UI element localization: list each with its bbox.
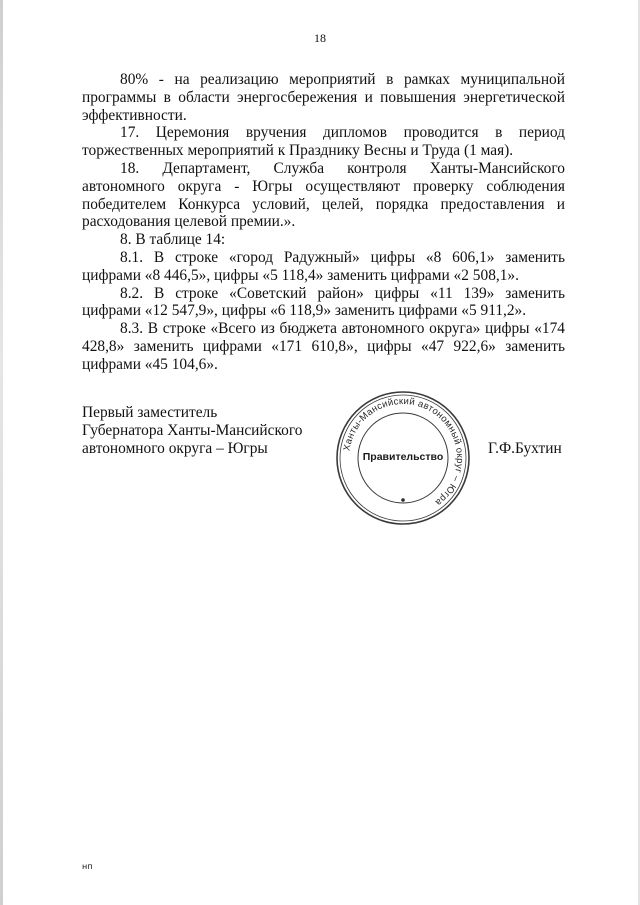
scan-edge-left — [0, 0, 3, 905]
page-number: 18 — [314, 31, 326, 45]
seal-center-label: Правительство — [362, 451, 444, 463]
signatory-title-line: Губернатора Ханты-Мансийского — [82, 421, 303, 439]
paragraph-8-2: 8.2. В строке «Советский район» цифры «11 139» заменить цифрами «12 547,9», цифры «6 118,9» заменить цифрами «5 911,2». — [82, 284, 565, 320]
paragraph-8-3: 8.3. В строке «Всего из бюджета автономного округа» цифры «174 428,8» заменить цифрами «171 610,8», цифры «47 922,6» заменить цифрами «45 104,6». — [82, 320, 565, 373]
signatory-title-line: Первый заместитель — [82, 404, 218, 421]
signatory-title-line: автономного округа – Югры — [82, 439, 268, 457]
paragraph-18-control: 18. Департамент, Служба контроля Ханты-Мансийского автономного округа - Югры осуществляют проверку соблюдения победителем Конкурса условий, целей, порядка предоставления и расходования целевой премии.». — [82, 159, 565, 231]
paragraph-17-ceremony: 17. Церемония вручения дипломов проводится в период торжественных мероприятий к Празднику Весны и Труда (1 мая). — [82, 124, 565, 160]
official-seal — [333, 388, 473, 528]
signatory-name: Г.Ф.Бухтин — [488, 440, 562, 457]
paragraph-8-1: 8.1. В строке «город Радужный» цифры «8 606,1» заменить цифрами «8 446,5», цифры «5 118,4» заменить цифрами «2 508,1». — [82, 248, 565, 284]
signatory-title — [82, 404, 303, 457]
document-body — [82, 71, 565, 374]
paragraph-energy-efficiency: 80% - на реализацию мероприятий в рамках муниципальной программы в области энергосбережения и повышения энергетической эффективности. — [82, 71, 565, 124]
paragraph-8-table: 8. В таблице 14: — [120, 231, 226, 249]
seal-ring-text: Ханты-Мансийский автономный округ – Югра — [341, 395, 466, 508]
footer-mark: нп — [82, 862, 93, 871]
